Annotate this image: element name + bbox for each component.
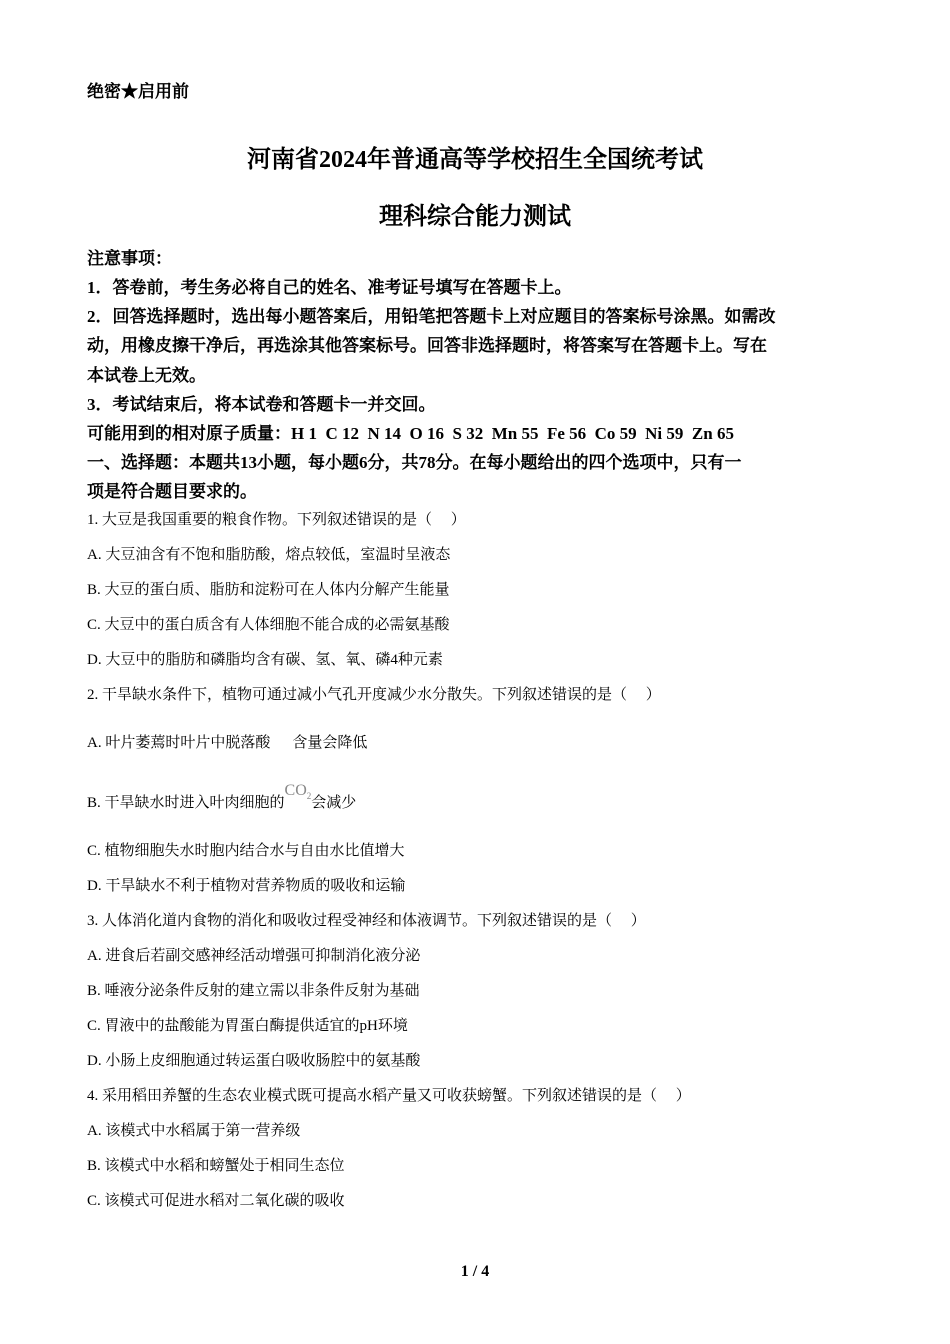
option: C. 胃液中的盐酸能为胃蛋白酶提供适宜的pH环境	[87, 1018, 408, 1034]
option: C. 大豆中的蛋白质含有人体细胞不能合成的必需氨基酸	[87, 617, 450, 633]
option: D. 小肠上皮细胞通过转运蛋白吸收肠腔中的氨基酸	[87, 1053, 421, 1069]
option: B. 大豆的蛋白质、脂肪和淀粉可在人体内分解产生能量	[87, 582, 450, 598]
atomic-masses: 可能用到的相对原子质量：H 1 C 12 N 14 O 16 S 32 Mn 55 Fe 56 Co 59 Ni 59 Zn 65	[87, 424, 734, 443]
notice-item: 动，用橡皮擦干净后，再选涂其他答案标号。回答非选择题时，将答案写在答题卡上。写在	[87, 336, 767, 355]
option: B. 该模式中水稻和螃蟹处于相同生态位	[87, 1158, 345, 1174]
formula-text: CO	[284, 782, 307, 799]
formula-subscript: 2	[306, 791, 312, 802]
option: D. 干旱缺水不利于植物对营养物质的吸收和运输	[87, 878, 406, 894]
notice-item: 本试卷上无效。	[87, 366, 206, 385]
notice-item: 3．考试结束后，将本试卷和答题卡一并交回。	[87, 395, 436, 414]
option: A. 进食后若副交感神经活动增强可抑制消化液分泌	[87, 948, 421, 964]
notice-item: 2．回答选择题时，选出每小题答案后，用铅笔把答题卡上对应题目的答案标号涂黑。如需改	[87, 307, 776, 326]
notice-heading: 注意事项：	[87, 249, 172, 268]
page-number: 1 / 4	[460, 1263, 490, 1280]
section-heading: 一、选择题：本题共13小题，每小题6分，共78分。在每小题给出的四个选项中，只有一	[87, 453, 742, 472]
option: A. 大豆油含有不饱和脂肪酸，熔点较低，室温时呈液态	[87, 547, 451, 563]
question-stem: 3. 人体消化道内食物的消化和吸收过程受神经和体液调节。下列叙述错误的是（ ）	[87, 913, 646, 929]
option-text: 含量会降低	[292, 735, 368, 751]
option: C. 该模式可促进水稻对二氧化碳的吸收	[87, 1193, 345, 1209]
option	[87, 782, 357, 818]
question-stem: 4. 采用稻田养蟹的生态农业模式既可提高水稻产量又可收获螃蟹。下列叙述错误的是（ ）	[87, 1088, 691, 1104]
confidential-mark: 绝密★启用前	[87, 82, 189, 101]
exam-title: 河南省2024年普通高等学校招生全国统考试	[247, 147, 703, 173]
option	[87, 733, 367, 753]
exam-subtitle: 理科综合能力测试	[379, 204, 571, 230]
section-heading: 项是符合题目要求的。	[87, 482, 257, 501]
option-text: B. 干旱缺水时进入叶肉细胞的	[87, 795, 285, 811]
question-stem: 1. 大豆是我国重要的粮食作物。下列叙述错误的是（ ）	[87, 512, 466, 528]
co2-formula	[284, 782, 312, 802]
option: A. 该模式中水稻属于第一营养级	[87, 1123, 301, 1139]
option-text: 会减少	[311, 795, 357, 811]
option: D. 大豆中的脂肪和磷脂均含有碳、氢、氧、磷4种元素	[87, 652, 443, 668]
option: B. 唾液分泌条件反射的建立需以非条件反射为基础	[87, 983, 420, 999]
option-text: A. 叶片萎蔫时叶片中脱落酸	[87, 735, 271, 751]
notice-item: 1．答卷前，考生务必将自己的姓名、准考证号填写在答题卡上。	[87, 278, 572, 297]
question-stem: 2. 干旱缺水条件下，植物可通过减小气孔开度减少水分散失。下列叙述错误的是（ ）	[87, 687, 661, 703]
option: C. 植物细胞失水时胞内结合水与自由水比值增大	[87, 843, 405, 859]
